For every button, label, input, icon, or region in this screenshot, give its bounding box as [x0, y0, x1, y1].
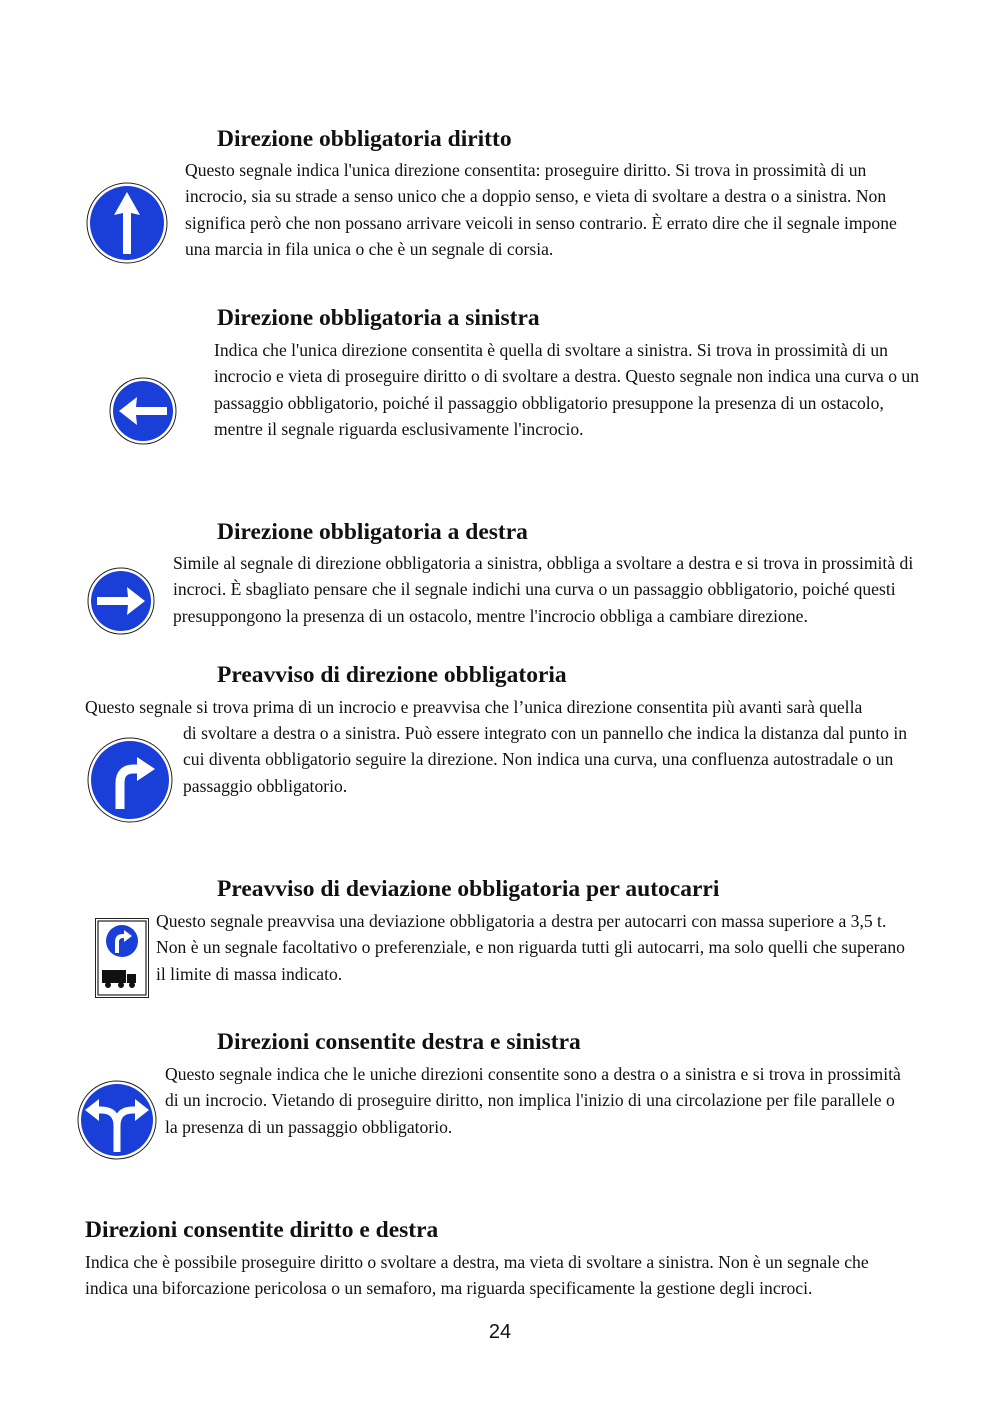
- truck-detour-sign-icon: [95, 918, 149, 998]
- section-text-truck-detour: Questo segnale preavvisa una deviazione obbligatoria a destra per autocarri con massa superiore a 3,5 t. Non è un segnale facoltativo o preferenziale, e non riguarda tutti gli autocarri, ma solo quelli che superano il limite di massa indicato.: [156, 911, 905, 984]
- right-arrow-sign-icon: [87, 567, 155, 635]
- section-title-left-right: Direzioni consentite destra e sinistra: [217, 1029, 581, 1055]
- straight-arrow-sign-icon: [86, 182, 168, 264]
- section-text-straight-right: Indica che è possibile proseguire diritto o svoltare a destra, ma vieta di svoltare a sinistra. Non è un segnale che indica una biforcazione pericolosa o un semaforo, ma riguarda specificamente la gestione degli incroci.: [85, 1252, 869, 1299]
- section-text-left: Indica che l'unica direzione consentita è quella di svoltare a sinistra. Si trova in prossimità di un incrocio e vieta di proseguire diritto o di svoltare a destra. Questo segnale non indica una curva o un passaggio obbligatorio, poiché il passaggio obbligatorio presuppone la presenza di un ostacolo, mentre il segnale riguarda esclusivamente l'incrocio.: [214, 340, 919, 439]
- left-right-arrow-sign-icon: [77, 1080, 157, 1160]
- section-title-truck-detour: Preavviso di deviazione obbligatoria per autocarri: [217, 876, 720, 902]
- section-title-advance-direction: Preavviso di direzione obbligatoria: [217, 662, 567, 688]
- section-text-straight: Questo segnale indica l'unica direzione consentita: proseguire diritto. Si trova in prossimità di un incrocio, sia su strade a senso unico che a doppio senso, e vieta di svoltare a destra o a sinistra. Non significa però che non possano arrivare veicoli in senso contrario. È errato dire che il segnale impone una marcia in fila unica o che è un segnale di corsia.: [185, 160, 897, 259]
- section-text-right: Simile al segnale di direzione obbligatoria a sinistra, obbliga a svoltare a destra e si trova in prossimità di incroci. È sbagliato pensare che il segnale indichi una curva o un passaggio obbligatorio, poiché questi presuppongono la presenza di un ostacolo, mentre l'incrocio obbliga a cambiare direzione.: [173, 553, 914, 626]
- section-text-left-right: Questo segnale indica che le uniche direzioni consentite sono a destra o a sinistra e si trova in prossimità di un incrocio. Vietando di proseguire diritto, non implica l'inizio di una circolazione per file parallele o la presenza di un passaggio obbligatorio.: [165, 1064, 901, 1137]
- section-title-straight-right: Direzioni consentite diritto e destra: [85, 1217, 439, 1243]
- section-title-straight: Direzione obbligatoria diritto: [217, 126, 512, 152]
- left-arrow-sign-icon: [109, 377, 177, 445]
- section-title-right: Direzione obbligatoria a destra: [217, 519, 528, 545]
- section-text-advance-first-line: Questo segnale si trova prima di un incrocio e preavvisa che l’unica direzione consentita più avanti sarà quella: [85, 697, 863, 717]
- page-number: 24: [488, 1321, 512, 1343]
- section-title-left: Direzione obbligatoria a sinistra: [217, 305, 540, 331]
- turn-right-ahead-sign-icon: [87, 737, 173, 823]
- section-text-advance-direction: di svoltare a destra o a sinistra. Può essere integrato con un pannello che indica la distanza dal punto in cui diventa obbligatorio seguire la direzione. Non indica una curva, una confluenza autostradale o un passaggio obbligatorio.: [183, 723, 908, 796]
